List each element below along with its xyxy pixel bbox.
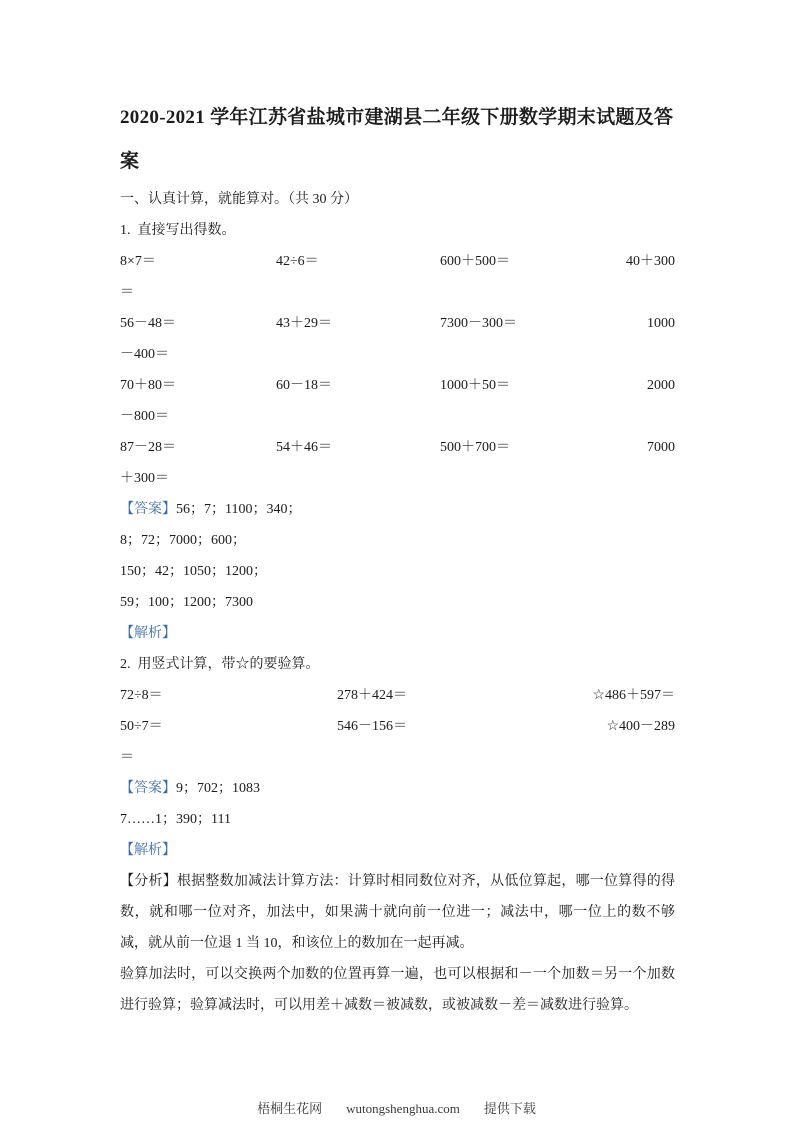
equation: 54＋46＝: [276, 440, 332, 455]
equation-wrap: －400＝: [120, 347, 169, 362]
equation: 50÷7＝: [120, 719, 163, 734]
equation: 7000: [647, 440, 675, 455]
answer-label: 【答案】: [120, 781, 176, 796]
equation: 40＋300: [626, 254, 675, 269]
footer-site-url: wutongshenghua.com: [346, 1101, 460, 1116]
q1-answer-line-3: 150；42；1050；1200；: [120, 564, 267, 579]
q1-answer-line-1: [120, 494, 675, 525]
equation: 278＋424＝: [337, 688, 407, 703]
equation-wrap: －800＝: [120, 409, 169, 424]
document-body: [120, 184, 675, 1021]
equation-wrap: ＝: [120, 285, 134, 300]
q2-label: 2. 用竖式计算，带☆的要验算。: [120, 657, 320, 672]
equation: 1000＋50＝: [440, 378, 510, 393]
equation-wrap: ＝: [120, 750, 134, 765]
answer-values: 56；7；1100；340；: [176, 502, 302, 517]
q2-analysis-label: [120, 835, 675, 866]
equation-wrap: ＋300＝: [120, 471, 169, 486]
q2-answer-line-1: [120, 773, 675, 804]
q1-equation-row-1: [120, 246, 675, 277]
analysis-label: 【解析】: [120, 843, 176, 858]
equation: ☆486＋597＝: [592, 688, 675, 703]
section-heading: 一、认真计算，就能算对。（共 30 分）: [120, 192, 358, 207]
equation: 72÷8＝: [120, 688, 163, 703]
q1-equation-row-2: [120, 308, 675, 339]
footer-download-text: 提供下载: [483, 1101, 536, 1116]
equation: 43＋29＝: [276, 316, 332, 331]
answer-label: 【答案】: [120, 502, 176, 517]
q1-analysis-label: [120, 618, 675, 649]
equation: 70＋80＝: [120, 378, 176, 393]
equation: 56－48＝: [120, 316, 176, 331]
q1-equation-row-3: [120, 370, 675, 401]
equation: 1000: [647, 316, 675, 331]
q2-equation-row-2: [120, 711, 675, 742]
page-title: 2020-2021 学年江苏省盐城市建湖县二年级下册数学期末试题及答案: [120, 107, 674, 172]
equation: 60－18＝: [276, 378, 332, 393]
equation: 7300－300＝: [440, 316, 517, 331]
equation: 2000: [647, 378, 675, 393]
q1-equation-row-4: [120, 432, 675, 463]
equation: 600＋500＝: [440, 254, 510, 269]
analysis-label: 【解析】: [120, 626, 176, 641]
q2-answer-line-2: 7……1；390；111: [120, 812, 231, 827]
equation: 8×7＝: [120, 254, 156, 269]
footer-site-name: 梧桐生花网: [257, 1101, 323, 1116]
equation: 87－28＝: [120, 440, 176, 455]
equation: ☆400－289: [606, 719, 675, 734]
q2-analysis-paragraph-1: 【分析】根据整数加减法计算方法：计算时相同数位对齐，从低位算起，哪一位算得的得数，就和哪一位对齐，加法中，如果满十就向前一位进一；减法中，哪一位上的数不够减，就从前一位退 1 当 10，和该位上的数加在一起再减。: [120, 874, 675, 951]
q2-equation-row-1: [120, 680, 675, 711]
equation: 546－156＝: [337, 719, 407, 734]
page-footer: [0, 1100, 793, 1118]
q1-label: 1. 直接写出得数。: [120, 223, 236, 238]
q2-analysis-paragraph-2: 验算加法时，可以交换两个加数的位置再算一遍，也可以根据和－一个加数＝另一个加数进行验算；验算减法时，可以用差＋减数＝被减数，或被减数－差＝减数进行验算。: [120, 967, 675, 1013]
equation: 42÷6＝: [276, 254, 319, 269]
q1-answer-line-2: 8；72；7000；600；: [120, 533, 246, 548]
equation: 500＋700＝: [440, 440, 510, 455]
answer-values: 9；702；1083: [176, 781, 260, 796]
q1-answer-line-4: 59；100；1200；7300: [120, 595, 253, 610]
